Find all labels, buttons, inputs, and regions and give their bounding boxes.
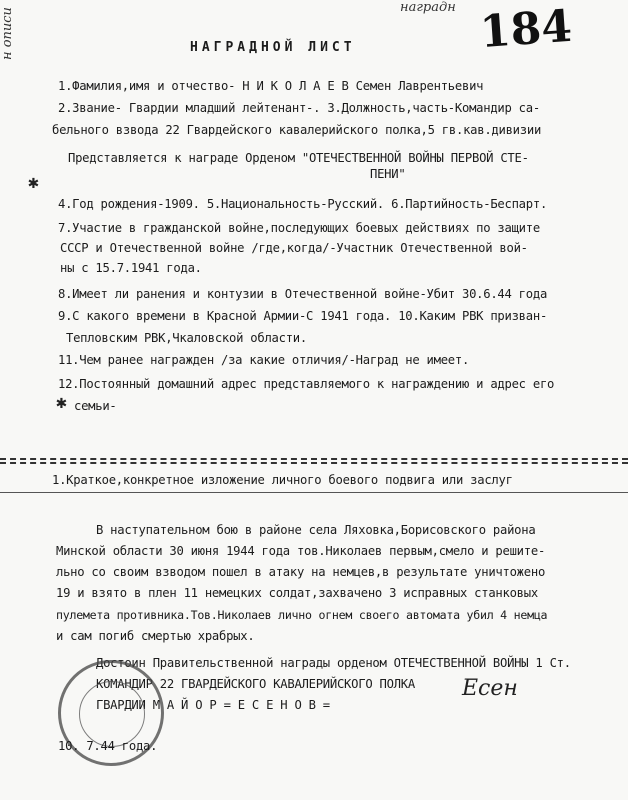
commander-title: КОМАНДИР 22 ГВАРДЕЙСКОГО КАВАЛЕРИЙСКОГО ПОЛКА — [96, 677, 415, 691]
field-7-cont-2: ны с 15.7.1941 года. — [60, 261, 202, 275]
field-12-address: 12.Постоянный домашний адрес представляемого к награждению и адрес его — [58, 377, 555, 391]
award-nomination: Представляется к награде Орденом "ОТЕЧЕСТВЕННОЙ ВОЙНЫ ПЕРВОЙ СТЕ- — [68, 151, 529, 165]
field-7-cont-1: СССР и Отечественной войне /где,когда/-Участник Отечественной вой- — [60, 241, 528, 255]
document-date: 10. 7.44 года. — [58, 739, 158, 753]
award-nomination-cont: ПЕНИ" — [370, 167, 406, 181]
field-8-wounds: 8.Имеет ли ранения и контузии в Отечественной войне-Убит 30.6.44 года — [58, 287, 548, 301]
field-11-awards: 11.Чем ранее награжден /за какие отличия/-Наград не имеет. — [58, 353, 470, 367]
feat-text-line-1: В наступательном бою в районе села Ляховка,Борисовского района — [96, 523, 536, 537]
signature: Есен — [462, 676, 518, 701]
section-feat-heading: 1.Краткое,конкретное изложение личного боевого подвига или заслуг — [52, 473, 513, 487]
feat-text-line-5: пулемета противника.Тов.Николаев лично огнем своего автомата убил 4 немца — [56, 608, 548, 622]
section-divider-thin — [0, 492, 628, 493]
feat-text-line-4: 19 и взято в плен 11 немецких солдат,захвачено 3 исправных станковых — [56, 586, 538, 600]
handwritten-top-note: наградн — [400, 0, 456, 15]
field-10-cont: Тепловским РВК,Чкаловской области. — [66, 331, 307, 345]
commander-name: ГВАРДИИ М А Й О Р = Е С Е Н О В = — [96, 698, 330, 712]
field-4-birth: 4.Год рождения-1909. 5.Национальность-Русский. 6.Партийность-Беспарт. — [58, 197, 548, 211]
section-divider-bottom — [0, 462, 628, 464]
field-1-name: 1.Фамилия,имя и отчество- Н И К О Л А Е В Семен Лаврентьевич — [58, 79, 484, 93]
field-9-service: 9.С какого времени в Красной Армии-С 1941 года. 10.Каким РВК призван- — [58, 309, 548, 323]
feat-text-line-6: и сам погиб смертью храбрых. — [56, 629, 255, 643]
feat-text-line-3: льно со своим взводом пошел в атаку на немцев,в результате уничтожено — [56, 565, 546, 579]
worthy-statement: Достоин Правительственной награды орденом ОТЕЧЕСТВЕННОЙ ВОЙНЫ 1 Ст. — [96, 656, 571, 670]
asterisk-mark-icon-2: ✱ — [56, 392, 67, 413]
field-7-participation: 7.Участие в гражданской войне,последующих боевых действиях по защите — [58, 221, 540, 235]
handwritten-number: 184 — [478, 0, 574, 59]
field-12-cont: семьи- — [74, 399, 117, 413]
margin-note: н описи — [0, 7, 15, 60]
feat-text-line-2: Минской области 30 июня 1944 года тов.Николаев первым,смело и решите- — [56, 544, 546, 558]
field-3-unit: бельного взвода 22 Гвардейского кавалерийского полка,5 гв.кав.дивизии — [52, 123, 542, 137]
document-title: НАГРАДНОЙ ЛИСТ — [190, 40, 356, 55]
asterisk-mark-icon: ✱ — [28, 172, 39, 193]
field-2-rank: 2.Звание- Гвардии младший лейтенант-. 3.Должность,часть-Командир са- — [58, 101, 540, 115]
section-divider-top — [0, 458, 628, 460]
